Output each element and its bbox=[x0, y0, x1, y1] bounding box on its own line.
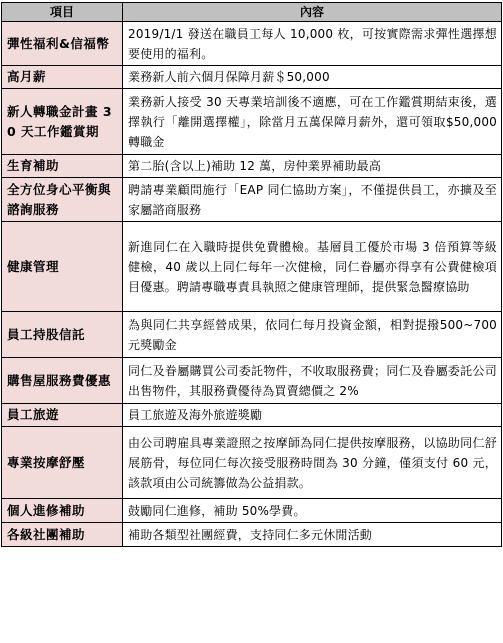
benefit-description: 鼓勵同仁進修，補助 50%學費。 bbox=[123, 499, 502, 523]
benefit-item: 個人進修補助 bbox=[2, 499, 123, 523]
benefit-description: 2019/1/1 發送在職員工每人 10,000 枚，可按實際需求彈性選擇想要使用的福利。 bbox=[123, 22, 502, 66]
benefit-item: 生育補助 bbox=[2, 155, 123, 178]
benefit-item: 高月薪 bbox=[2, 66, 123, 89]
table-row bbox=[2, 178, 502, 222]
benefit-item: 各級社團補助 bbox=[2, 523, 123, 547]
benefit-description: 新進同仁在入職時提供免費體檢。基層員工優於市場 3 倍預算等級健檢，40 歲以上同仁每年一次健檢，同仁眷屬亦得享有公費健檢項目優惠。聘請專職專責具執照之健康管理師，提供緊急醫療協助 bbox=[123, 222, 502, 312]
table-row bbox=[2, 222, 502, 312]
benefit-item: 專業按摩舒壓 bbox=[2, 427, 123, 499]
table-header-row bbox=[2, 3, 502, 22]
table-row bbox=[2, 523, 502, 547]
benefit-description: 第二胎(含以上)補助 12 萬，房仲業界補助最高 bbox=[123, 155, 502, 178]
header-item: 項目 bbox=[2, 3, 123, 22]
table-row bbox=[2, 312, 502, 358]
benefit-description: 補助各類型社團經費，支持同仁多元休閒活動 bbox=[123, 523, 502, 547]
table-row bbox=[2, 89, 502, 155]
table-row bbox=[2, 155, 502, 178]
benefits-table bbox=[1, 2, 502, 547]
benefit-description: 聘請專業顧問施行「EAP 同仁協助方案」，不僅提供員工，亦擴及至家屬諮商服務 bbox=[123, 178, 502, 222]
benefit-description: 業務新人前六個月保障月薪＄50,000 bbox=[123, 66, 502, 89]
benefit-description: 員工旅遊及海外旅遊獎勵 bbox=[123, 404, 502, 427]
benefit-description: 由公司聘雇具專業證照之按摩師為同仁提供按摩服務，以協助同仁舒展筋骨，每位同仁每次接受服務時間為 30 分鐘，僅須支付 60 元，該款項由公司統籌做為公益捐款。 bbox=[123, 427, 502, 499]
table-row bbox=[2, 499, 502, 523]
benefit-item: 新人轉職金計畫 30 天工作鑑賞期 bbox=[2, 89, 123, 155]
benefit-item: 購售屋服務費優惠 bbox=[2, 358, 123, 404]
table-row bbox=[2, 404, 502, 427]
benefit-item: 全方位身心平衡與諮詢服務 bbox=[2, 178, 123, 222]
table-row bbox=[2, 66, 502, 89]
table-row bbox=[2, 22, 502, 66]
benefit-item: 員工持股信託 bbox=[2, 312, 123, 358]
benefit-description: 同仁及眷屬購買公司委託物件，不收取服務費；同仁及眷屬委託公司出售物件，其服務費優待為買賣總價之 2% bbox=[123, 358, 502, 404]
header-content: 內容 bbox=[123, 3, 502, 22]
benefit-item: 員工旅遊 bbox=[2, 404, 123, 427]
benefit-item: 健康管理 bbox=[2, 222, 123, 312]
benefit-description: 為與同仁共享經營成果，依同仁每月投資金額，相對提撥500~700 元獎勵金 bbox=[123, 312, 502, 358]
benefit-item: 彈性福利&信福幣 bbox=[2, 22, 123, 66]
benefit-description: 業務新人接受 30 天專業培訓後不適應，可在工作鑑賞期結束後，選擇執行「離開選擇權」，除當月五萬保障月薪外，還可領取$50,000 轉職金 bbox=[123, 89, 502, 155]
table-row bbox=[2, 427, 502, 499]
table-row bbox=[2, 358, 502, 404]
